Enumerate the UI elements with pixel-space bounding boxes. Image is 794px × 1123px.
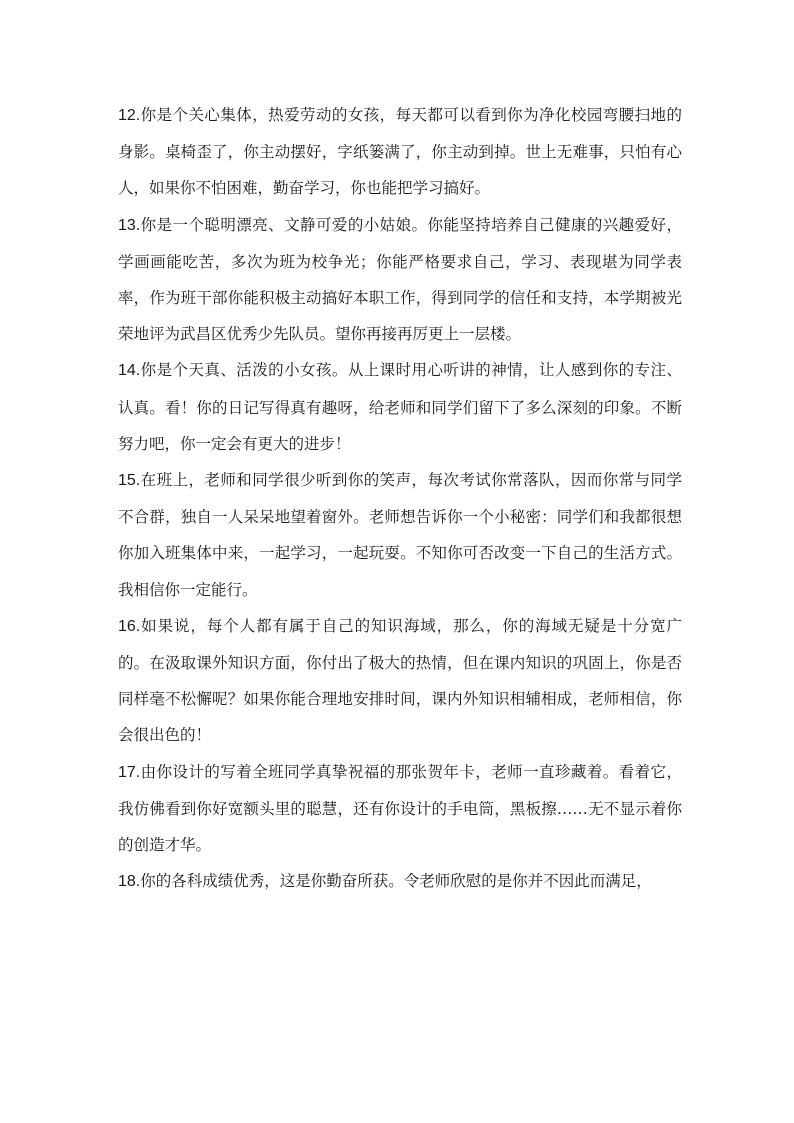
- paragraph-text: 你是一个聪明漂亮、文静可爱的小姑娘。你能坚持培养自己健康的兴趣爱好，学画画能吃苦，多次为班为校争光；你能严格要求自己，学习、表现堪为同学表率，作为班干部你能积极主动搞好本职工作，得到同学的信任和支持，本学期被光荣地评为武昌区优秀少先队员。望你再接再厉更上一层楼。: [118, 215, 682, 344]
- paragraph-text: 你的各科成绩优秀，这是你勤奋所获。令老师欣慰的是你并不因此而满足，: [140, 872, 652, 891]
- paragraph-number: 14.: [118, 362, 141, 380]
- paragraph-number: 17.: [118, 763, 141, 781]
- paragraph-text: 你是个关心集体，热爱劳动的女孩，每天都可以看到你为净化校园弯腰扫地的身影。桌椅歪了，你主动摆好，字纸篓满了，你主动到掉。世上无难事，只怕有心人，如果你不怕困难，勤奋学习，你也能把学习搞好。: [118, 106, 682, 198]
- document-body: [118, 97, 682, 900]
- paragraph-number: 18.: [118, 873, 141, 891]
- paragraph-text: 由你设计的写着全班同学真挚祝福的那张贺年卡，老师一直珍藏着。看着它，我仿佛看到你好宽额头里的聪慧，还有你设计的手电筒，黑板擦……无不显示着你的创造才华。: [118, 762, 682, 855]
- paragraph-number: 12.: [118, 107, 141, 124]
- paragraph-text: 在班上，老师和同学很少听到你的笑声，每次考试你常落队，因而你常与同学不合群，独自一人呆呆地望着窗外。老师想告诉你一个小秘密：同学们和我都很想你加入班集体中来，一起学习，一起玩耍。不知你可否改变一下自己的生活方式。我相信你一定能行。: [118, 471, 682, 599]
- comment-paragraph-15: [118, 462, 682, 608]
- comment-paragraph-12: [118, 97, 682, 207]
- comment-paragraph-14: [118, 352, 682, 462]
- paragraph-number: 13.: [118, 216, 141, 234]
- paragraph-number: 16.: [118, 617, 141, 635]
- comment-paragraph-13: [118, 207, 682, 353]
- comment-paragraph-18: [118, 863, 682, 900]
- comment-paragraph-16: [118, 608, 682, 754]
- paragraph-text: 你是个天真、活泼的小女孩。从上课时用心听讲的神情，让人感到你的专注、认真。看！你的日记写得真有趣呀，给老师和同学们留下了多么深刻的印象。不断努力吧，你一定会有更大的进步！: [118, 361, 682, 453]
- paragraph-text: 如果说，每个人都有属于自己的知识海域，那么，你的海域无疑是十分宽广的。在汲取课外知识方面，你付出了极大的热情，但在课内知识的巩固上，你是否同样毫不松懈呢？如果你能合理地安排时间，课内外知识相辅相成，老师相信，你会很出色的！: [118, 616, 682, 745]
- paragraph-number: 15.: [118, 472, 141, 490]
- comment-paragraph-17: [118, 754, 682, 864]
